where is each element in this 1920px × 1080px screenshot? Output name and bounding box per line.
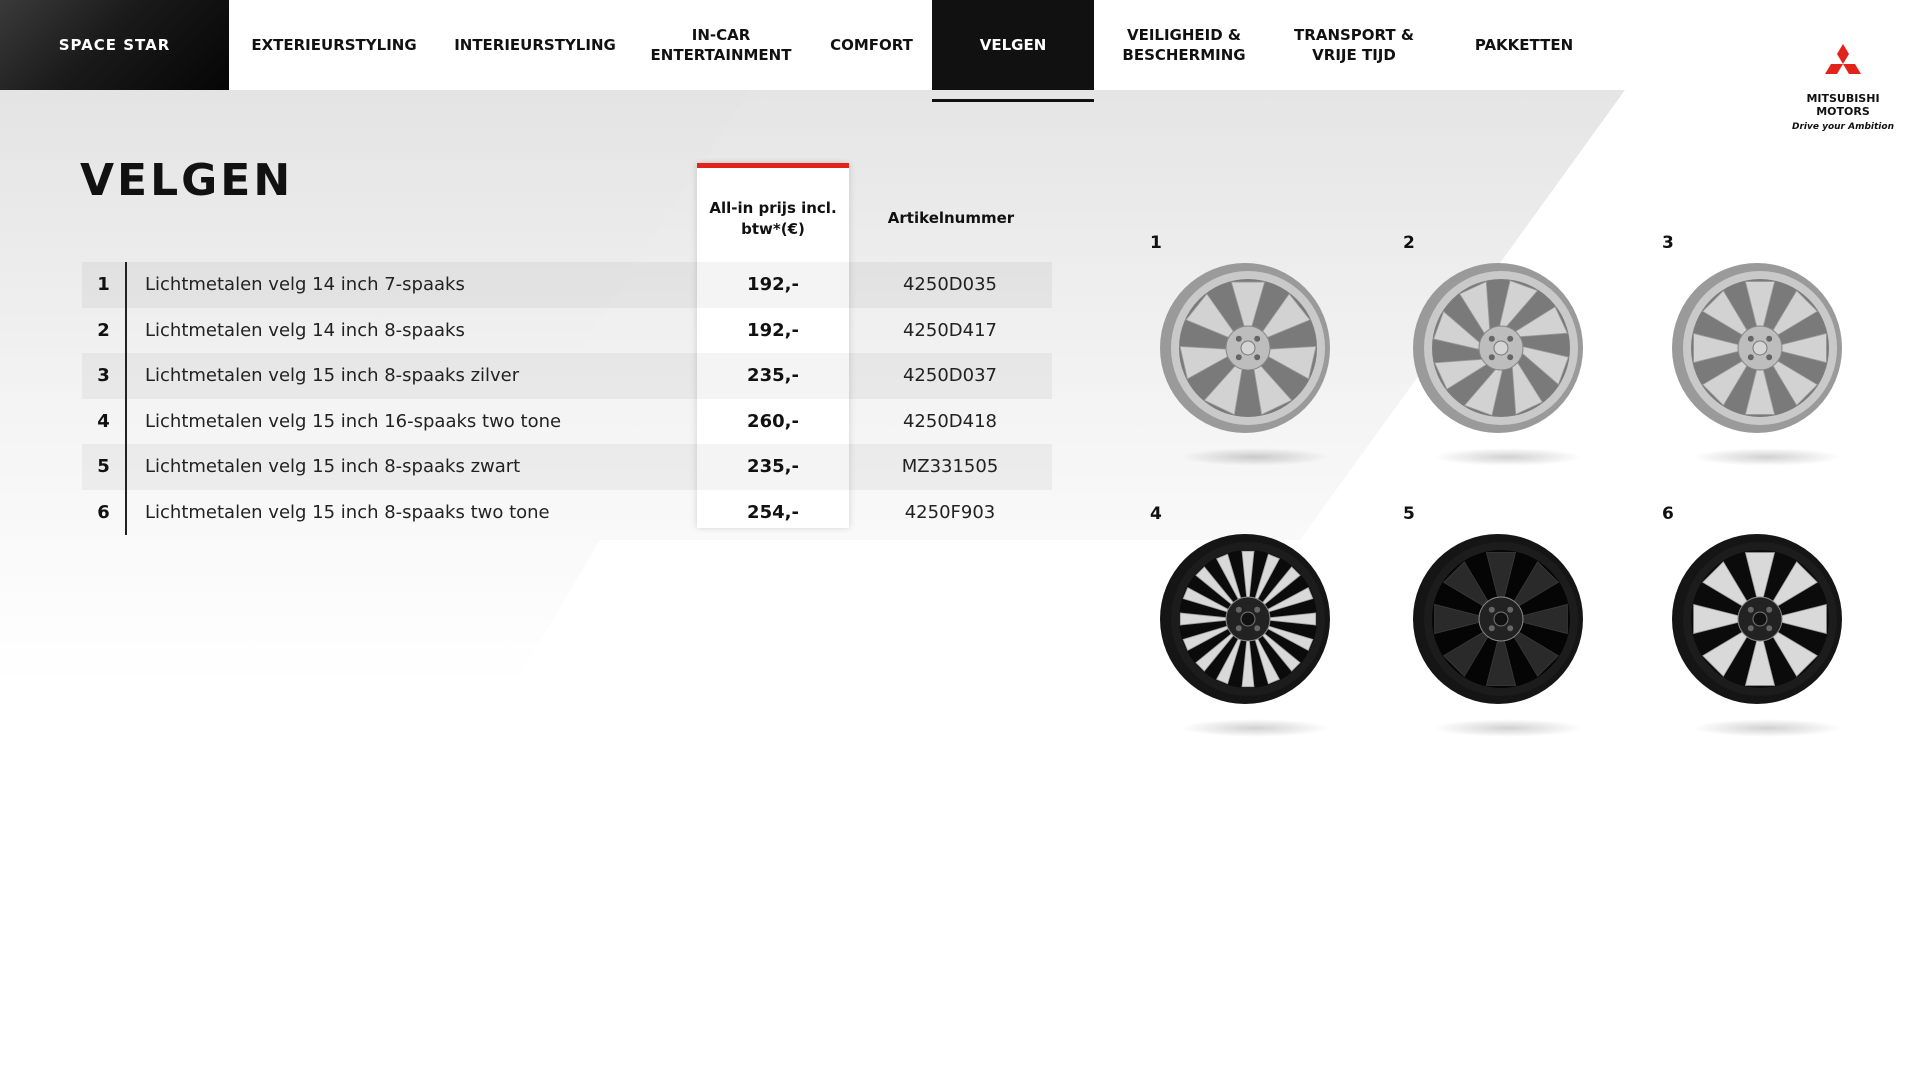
nav-item-interieurstyling[interactable] — [439, 0, 631, 90]
row-article: 4250D037 — [902, 365, 998, 387]
row-number: 5 — [82, 444, 127, 490]
wheel-item-2[interactable] — [1403, 233, 1623, 483]
row-article: 4250D418 — [902, 410, 998, 432]
row-price: 235,- — [747, 365, 799, 387]
brand-logo-spacestar[interactable] — [0, 0, 229, 90]
nav-label: TRANSPORT & VRIJE TIJD — [1294, 26, 1414, 64]
nav-label: EXTERIEURSTYLING — [251, 36, 417, 54]
wheel-number: 2 — [1403, 233, 1415, 253]
wheel-reflection — [1180, 448, 1330, 466]
nav-label: PAKKETTEN — [1474, 36, 1574, 54]
row-number: 1 — [82, 262, 127, 308]
row-number: 4 — [82, 399, 127, 445]
wheel-image-icon — [1403, 263, 1593, 453]
nav-label: IN-CAR ENTERTAINMENT — [650, 26, 792, 64]
row-price: 192,- — [747, 319, 799, 341]
row-description: Lichtmetalen velg 15 inch 8-spaaks zwart — [145, 456, 521, 478]
mitsubishi-logo[interactable] — [1788, 44, 1898, 132]
brand-label: SPACE STAR — [58, 36, 171, 54]
wheel-item-3[interactable] — [1662, 233, 1882, 483]
nav-item-exterieurstyling[interactable] — [229, 0, 439, 90]
row-description: Lichtmetalen velg 15 inch 16-spaaks two tone — [145, 410, 562, 432]
table-row — [82, 399, 1052, 445]
row-description: Lichtmetalen velg 15 inch 8-spaaks two tone — [145, 501, 550, 523]
header-price: All-in prijs incl. btw*(€) — [709, 199, 837, 238]
wheel-image-icon — [1150, 263, 1340, 453]
table-row — [82, 444, 1052, 490]
table-row — [82, 308, 1052, 354]
logo-tagline: Drive your Ambition — [1792, 122, 1894, 132]
wheel-number: 1 — [1150, 233, 1162, 253]
row-article: 4250D035 — [902, 274, 998, 296]
nav-label: VEILIGHEID & BESCHERMING — [1122, 26, 1246, 64]
row-price: 254,- — [747, 501, 799, 523]
wheel-image-icon — [1662, 534, 1852, 724]
wheel-number: 4 — [1150, 504, 1162, 524]
row-description: Lichtmetalen velg 14 inch 8-spaaks — [145, 319, 465, 341]
row-number: 3 — [82, 353, 127, 399]
row-article: MZ331505 — [901, 456, 999, 478]
page-title: VELGEN — [80, 155, 294, 206]
row-article: 4250F903 — [904, 501, 996, 523]
background-diagonal-band — [0, 90, 1920, 1080]
nav-item-transport-vrije-tijd[interactable] — [1274, 0, 1434, 90]
table-row — [82, 490, 1052, 536]
nav-item-in-car-entertainment[interactable] — [631, 0, 811, 90]
wheel-item-5[interactable] — [1403, 504, 1623, 754]
nav-label: COMFORT — [830, 36, 913, 54]
row-article: 4250D417 — [902, 319, 998, 341]
nav-label: VELGEN — [979, 36, 1047, 54]
wheel-number: 3 — [1662, 233, 1674, 253]
wheel-image-icon — [1403, 534, 1593, 724]
wheel-number: 6 — [1662, 504, 1674, 524]
nav-item-veiligheid-bescherming[interactable] — [1094, 0, 1274, 90]
wheel-number: 5 — [1403, 504, 1415, 524]
wheel-reflection — [1692, 448, 1842, 466]
velgen-table — [82, 262, 1052, 535]
nav-label: INTERIEURSTYLING — [454, 36, 616, 54]
row-price: 192,- — [747, 274, 799, 296]
row-number: 6 — [82, 490, 127, 536]
wheel-reflection — [1180, 719, 1330, 737]
table-row — [82, 353, 1052, 399]
wheel-reflection — [1692, 719, 1842, 737]
wheel-item-6[interactable] — [1662, 504, 1882, 754]
nav-item-velgen[interactable] — [932, 0, 1094, 90]
wheel-image-icon — [1662, 263, 1852, 453]
nav-item-pakketten[interactable] — [1434, 0, 1614, 90]
wheel-reflection — [1433, 719, 1583, 737]
wheel-item-4[interactable] — [1150, 504, 1370, 754]
logo-line2: MOTORS — [1816, 105, 1870, 118]
wheel-image-icon — [1150, 534, 1340, 724]
row-price: 260,- — [747, 410, 799, 432]
logo-text — [1788, 92, 1898, 118]
wheel-reflection — [1433, 448, 1583, 466]
nav-item-comfort[interactable] — [811, 0, 932, 90]
row-price: 235,- — [747, 456, 799, 478]
row-number: 2 — [82, 308, 127, 354]
table-row — [82, 262, 1052, 308]
logo-line1: MITSUBISHI — [1806, 92, 1880, 105]
row-description: Lichtmetalen velg 14 inch 7-spaaks — [145, 274, 465, 296]
mitsubishi-diamonds-icon — [1822, 44, 1864, 84]
row-description: Lichtmetalen velg 15 inch 8-spaaks zilver — [145, 365, 520, 387]
header-article-number: Artikelnummer — [887, 209, 1015, 227]
top-navigation — [0, 0, 1640, 90]
wheel-item-1[interactable] — [1150, 233, 1370, 483]
